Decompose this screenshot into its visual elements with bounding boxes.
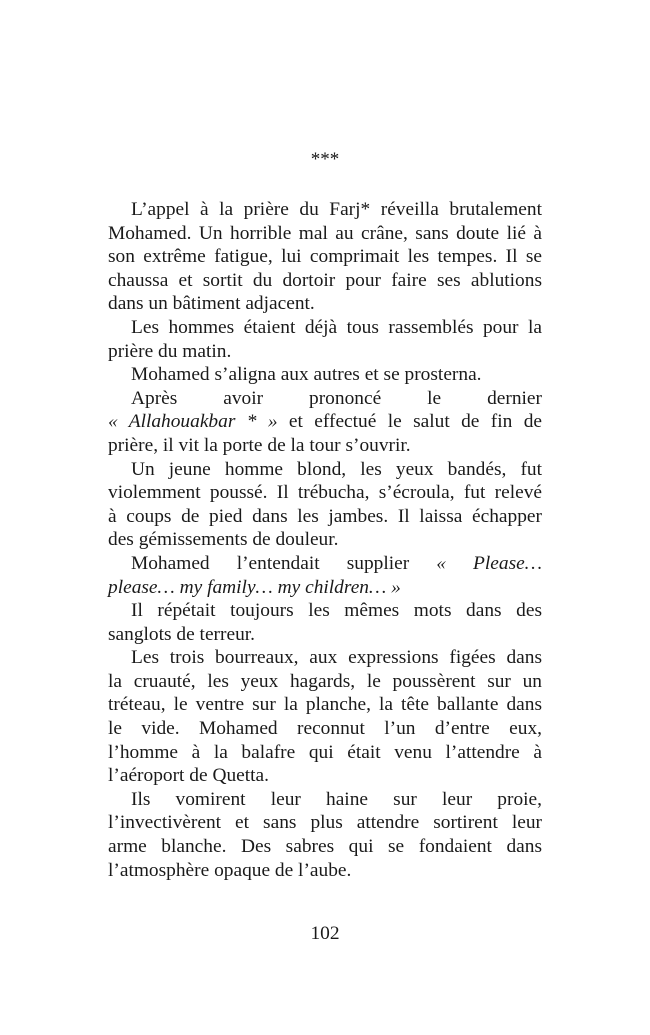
paragraph	[108, 363, 542, 387]
text-line: dans un bâtiment adjacent.	[108, 293, 315, 315]
text-line: l’invectivèrent et sans plus attendre sortirent leur	[108, 812, 542, 834]
italic-phrase: « Allahouakbar * »	[108, 411, 278, 433]
text-line: Mohamed s’aligna aux autres et se prosterna.	[131, 364, 482, 386]
paragraph	[108, 387, 542, 458]
italic-phrase: « Please…	[436, 552, 542, 574]
text-run: et effectué le salut de fin de	[277, 411, 542, 433]
word: l’entendait	[236, 552, 320, 574]
text-line: L’appel à la prière du Farj* réveilla brutalement	[131, 199, 542, 220]
text-line	[108, 552, 542, 576]
text-line	[108, 410, 542, 434]
body-text	[108, 198, 542, 882]
word: avoir	[223, 387, 264, 409]
paragraph	[108, 788, 542, 882]
text-line: le vide. Mohamed reconnut l’un d’entre eux,	[108, 718, 542, 740]
paragraph	[108, 316, 542, 363]
text-line: des gémissements de douleur.	[108, 529, 339, 551]
word: dernier	[487, 387, 542, 409]
word: Mohamed	[131, 552, 210, 574]
word: le	[427, 387, 442, 409]
text-line: l’homme à la balafre qui était venu l’attendre à	[108, 741, 542, 763]
text-line: violemment poussé. Il trébucha, s’écroula, fut relevé	[108, 482, 542, 504]
text-line: Les trois bourreaux, aux expressions figées dans	[131, 647, 542, 669]
italic-phrase: please… my family… my children… »	[108, 576, 401, 598]
word: supplier	[346, 552, 410, 574]
word: Après	[131, 387, 178, 409]
paragraph	[108, 552, 542, 599]
text-line: Ils vomirent leur haine sur leur proie,	[131, 788, 542, 810]
text-line: sanglots de terreur.	[108, 623, 256, 645]
text-line: son extrême fatigue, lui comprimait les tempes. Il se	[108, 246, 542, 268]
text-line: prière du matin.	[108, 340, 232, 362]
text-line: Mohamed. Un horrible mal au crâne, sans doute lié à	[108, 222, 542, 244]
text-line: tréteau, le ventre sur la planche, la tête ballante dans	[108, 694, 542, 716]
text-line: arme blanche. Des sabres qui se fondaient dans	[108, 836, 542, 858]
section-separator: ***	[310, 149, 340, 170]
book-page	[108, 0, 542, 1035]
text-line: prière, il vit la porte de la tour s’ouvrir.	[108, 434, 411, 456]
text-line: Un jeune homme blond, les yeux bandés, fut	[131, 458, 542, 480]
paragraph	[108, 458, 542, 552]
paragraph	[108, 198, 542, 316]
text-line: chaussa et sortit du dortoir pour faire ses ablutions	[108, 269, 542, 291]
text-line: l’atmosphère opaque de l’aube.	[108, 859, 352, 881]
paragraph	[108, 599, 542, 646]
text-line: Les hommes étaient déjà tous rassemblés pour la	[131, 316, 542, 338]
text-line	[108, 387, 542, 411]
text-line: la cruauté, les yeux hagards, le poussèrent sur un	[108, 670, 542, 692]
text-line	[108, 576, 542, 600]
word: prononcé	[309, 387, 382, 409]
text-line: Il répétait toujours les mêmes mots dans des	[131, 600, 542, 622]
text-line: à coups de pied dans les jambes. Il laissa échapper	[108, 505, 542, 527]
paragraph	[108, 646, 542, 788]
text-line: l’aéroport de Quetta.	[108, 765, 269, 787]
page-number: 102	[310, 923, 340, 944]
